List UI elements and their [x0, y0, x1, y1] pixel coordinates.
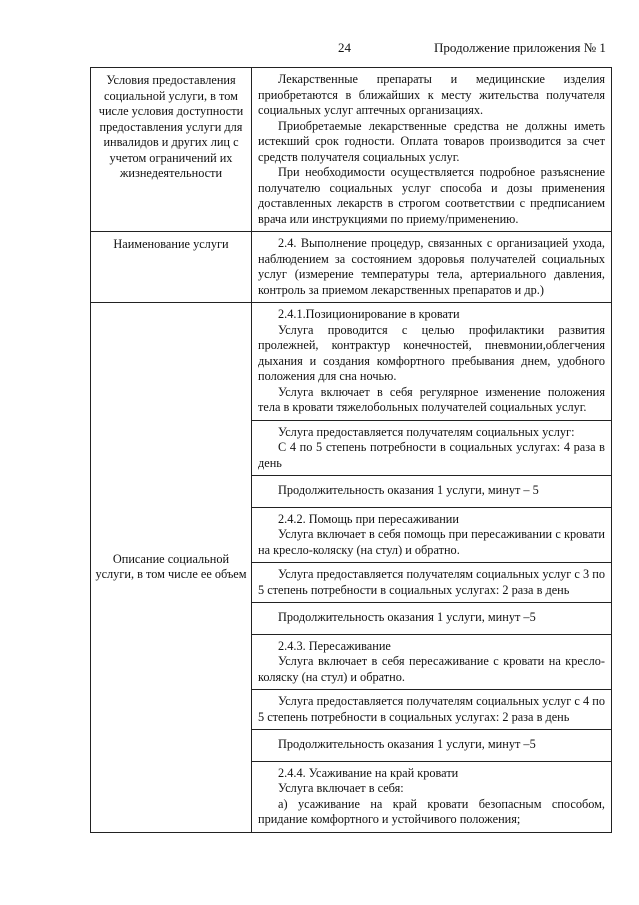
- description-row: [91, 303, 612, 833]
- conditions-row: [91, 68, 612, 232]
- description-content: [252, 303, 612, 833]
- recipients-block: [252, 562, 611, 602]
- appendix-continuation: Продолжение приложения № 1: [434, 40, 606, 55]
- subservice-seating: [252, 761, 611, 832]
- conditions-paragraph: При необходимости осуществляется подробное разъяснение получателю социальных услуг способа и дозы применения доставленных лекарств в строгом соответствии с предписанием врача или инструкциями по приему/применению.: [258, 165, 605, 226]
- subservice-text: Услуга проводится с целью профилактики развития пролежней, контрактур конечностей, пневмонии,облегчения дыхания и создания комфортного пребывания днем, удобного положения для сна ночью.: [258, 322, 605, 383]
- subservice-title: 2.4.1.Позиционирование в кровати: [278, 307, 460, 321]
- recipients-text: Услуга предоставляется получателям социальных услуг:: [278, 424, 575, 439]
- duration-text: Продолжительность оказания 1 услуги, минут –5: [278, 737, 536, 751]
- subservice-transfer-help: [252, 507, 611, 563]
- subservice-text: Услуга включает в себя пересаживание с кровати на кресло-коляску (на стул) и обратно.: [258, 654, 605, 684]
- recipients-text: Услуга предоставляется получателям социальных услуг с 3 по 5 степень потребности в социальных услугах: 2 раза в день: [258, 567, 605, 597]
- conditions-label: Условия предоставления социальной услуги, в том числе условия доступности предоставления услуги для инвалидов и других лиц с учетом ограничений их жизнедеятельности: [91, 68, 252, 232]
- duration-block: [252, 729, 611, 761]
- subservice-text: Услуга включает в себя:: [278, 781, 404, 795]
- subservice-title: 2.4.2. Помощь при пересаживании: [278, 511, 459, 526]
- service-table: [90, 67, 612, 833]
- conditions-paragraph: Приобретаемые лекарственные средства не должны иметь истекший срок годности. Оплата товаров производится за счет средств получателя социальных услуг.: [258, 118, 605, 164]
- subservice-text: Услуга включает в себя помощь при пересаживании с кровати на кресло-коляску (на стул) и обратно.: [258, 527, 605, 557]
- service-name-text: 2.4. Выполнение процедур, связанных с организацией ухода, наблюдением за состоянием здоровья получателей социальных услуг (измерение температуры тела, артериального давления, контроль за приемом лекарственных препаратов и др.): [258, 236, 605, 297]
- duration-text: Продолжительность оказания 1 услуги, минут – 5: [278, 483, 539, 497]
- subservice-text: Услуга включает в себя регулярное изменение положения тела в кровати тяжелобольных получателей социальных услуг.: [258, 384, 605, 414]
- subservice-title: 2.4.4. Усаживание на край кровати: [278, 765, 459, 780]
- conditions-content: [252, 68, 612, 232]
- service-name-row: [91, 232, 612, 303]
- subservice-text: а) усаживание на край кровати безопасным способом, придание комфортного и устойчивого положения;: [258, 796, 605, 826]
- subservice-positioning: [252, 303, 611, 420]
- duration-text: Продолжительность оказания 1 услуги, минут –5: [278, 610, 536, 624]
- conditions-paragraph: Лекарственные препараты и медицинские изделия приобретаются в ближайших к месту жительства получателя социальных услуг аптечных организациях.: [258, 72, 605, 117]
- description-label: Описание социальной услуги, в том числе ее объем: [91, 303, 252, 833]
- recipients-text: Услуга предоставляется получателям социальных услуг с 4 по 5 степень потребности в социальных услугах: 2 раза в день: [258, 694, 605, 724]
- subservice-title: 2.4.3. Пересаживание: [278, 638, 391, 653]
- service-name-content: [252, 232, 612, 303]
- recipients-text: С 4 по 5 степень потребности в социальных услугах: 4 раза в день: [258, 440, 605, 470]
- duration-block: [252, 475, 611, 507]
- duration-block: [252, 602, 611, 634]
- page-number: 24: [338, 40, 351, 55]
- recipients-block: [252, 420, 611, 476]
- recipients-block: [252, 689, 611, 729]
- service-name-label: Наименование услуги: [91, 232, 252, 303]
- subservice-transfer: [252, 634, 611, 690]
